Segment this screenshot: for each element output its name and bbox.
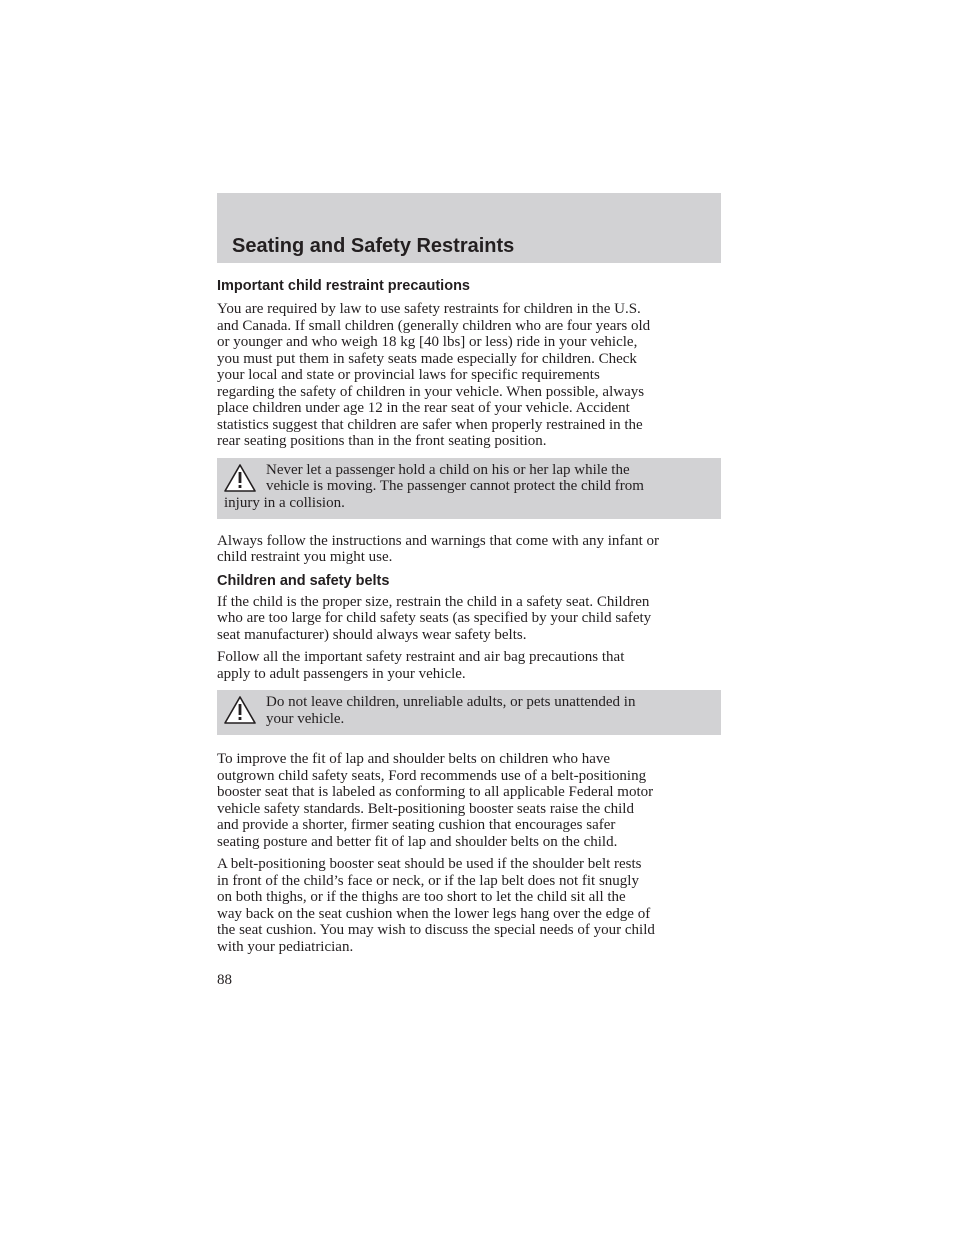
precautions-paragraph xyxy=(217,301,721,450)
warning-text xyxy=(217,462,721,512)
text-line: statistics suggest that children are safer when properly restrained in the xyxy=(217,416,643,433)
text-line: If the child is the proper size, restrain the child in a safety seat. Children xyxy=(217,593,650,610)
section-title: Seating and Safety Restraints xyxy=(232,235,515,257)
text-line: To improve the fit of lap and shoulder belts on children who have xyxy=(217,751,611,767)
heading-child-restraint-precautions: Important child restraint precautions xyxy=(217,278,470,294)
follow-instructions-paragraph xyxy=(217,533,721,566)
text-line: Follow all the important safety restraint and air bag precautions that xyxy=(217,649,625,665)
text-line: Always follow the instructions and warnings that come with any infant or xyxy=(217,532,659,549)
belts-paragraph-2 xyxy=(217,649,721,682)
section-header-band xyxy=(217,193,721,263)
text-line: on both thighs, or if the thighs are too short to let the child sit all the xyxy=(217,889,626,905)
text-line: vehicle safety standards. Belt-positioning booster seats raise the child xyxy=(217,800,634,817)
heading-children-safety-belts: Children and safety belts xyxy=(217,572,390,589)
text-line: rear seating positions than in the front seating position. xyxy=(217,433,547,449)
text-line: Do not leave children, unreliable adults, or pets unattended in xyxy=(266,694,636,710)
text-line: way back on the seat cushion when the lower legs hang over the edge of xyxy=(217,905,651,922)
text-line: in front of the child’s face or neck, or if the lap belt does not fit snugly xyxy=(217,872,639,889)
text-line: child restraint you might use. xyxy=(217,549,393,565)
text-line: regarding the safety of children in your vehicle. When possible, always xyxy=(217,383,645,400)
booster-paragraph-2 xyxy=(217,856,721,955)
belts-paragraph-1 xyxy=(217,594,721,644)
text-line: your local and state or provincial laws for specific requirements xyxy=(217,367,600,383)
text-line: your vehicle. xyxy=(266,710,345,727)
text-line: booster seat that is labeled as conforming to all applicable Federal motor xyxy=(217,784,654,800)
text-line: and Canada. If small children (generally children who are four years old xyxy=(217,317,651,334)
text-line: Never let a passenger hold a child on his or her lap while the xyxy=(266,461,630,478)
warning-triangle-icon xyxy=(223,463,257,493)
text-line: and provide a shorter, firmer seating cushion that encourages safer xyxy=(217,817,616,833)
text-line: or younger and who weigh 18 kg [40 lbs] or less) ride in your vehicle, xyxy=(217,334,638,350)
warning-text xyxy=(217,694,721,727)
warning-box-lap xyxy=(217,458,721,519)
text-line: outgrown child safety seats, Ford recommends use of a belt-positioning xyxy=(217,767,647,784)
booster-paragraph-1 xyxy=(217,751,721,850)
text-line: seat manufacturer) should always wear safety belts. xyxy=(217,626,527,643)
warning-box-unattended xyxy=(217,690,721,735)
text-line: the seat cushion. You may wish to discuss the special needs of your child xyxy=(217,922,655,938)
text-line: You are required by law to use safety restraints for children in the U.S. xyxy=(217,301,641,317)
text-line: A belt-positioning booster seat should be used if the shoulder belt rests xyxy=(217,856,642,872)
text-line: injury in a collision. xyxy=(224,494,345,511)
text-line: who are too large for child safety seats (as specified by your child safety xyxy=(217,610,652,626)
text-line: with your pediatrician. xyxy=(217,938,354,955)
warning-triangle-icon xyxy=(223,695,257,725)
page-number: 88 xyxy=(217,972,232,988)
text-line: place children under age 12 in the rear seat of your vehicle. Accident xyxy=(217,400,630,416)
text-line: seating posture and better fit of lap and shoulder belts on the child. xyxy=(217,833,618,850)
text-line: you must put them in safety seats made especially for children. Check xyxy=(217,350,637,367)
text-line: apply to adult passengers in your vehicle. xyxy=(217,665,466,682)
manual-page xyxy=(217,193,721,989)
text-line: vehicle is moving. The passenger cannot protect the child from xyxy=(266,478,644,494)
